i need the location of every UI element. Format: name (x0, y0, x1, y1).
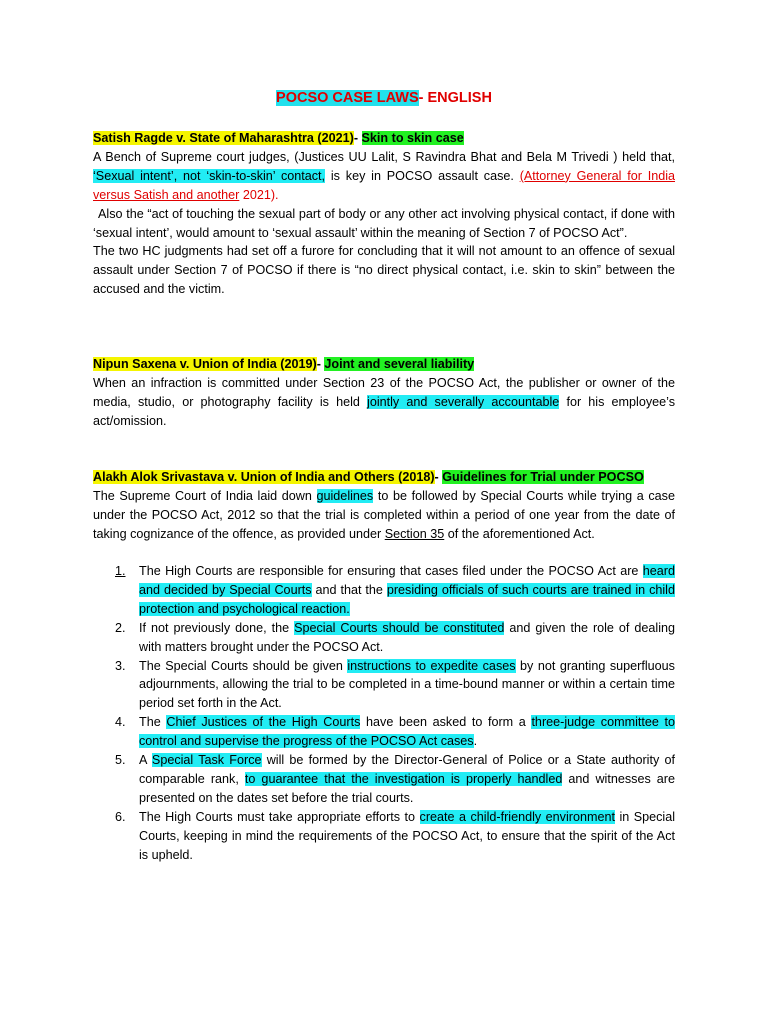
text-run: have been asked to form a (360, 715, 532, 730)
text-run: A Bench of Supreme court judges, (Justices UU Lalit, S Ravindra Bhat and Bela M Trivedi ) held that, (93, 149, 675, 164)
highlighted-text: instructions to expedite cases (347, 658, 516, 673)
highlighted-text: to guarantee that the investigation is properly handled (244, 771, 563, 786)
highlighted-text: three-judge committee to control and supervise the progress of the POCSO Act cases (139, 715, 676, 749)
case-paragraph: Also the “act of touching the sexual part of body or any other act involving physical contact, if done with ‘sexual intent’, would amount to ‘sexual assault’ within the meaning of Section 7 of POCSO Act”. (93, 206, 675, 240)
text-run: in Special Courts, keeping in mind the requirements of the POCSO Act, to ensure that the spirit of the Act is upheld. (139, 809, 676, 862)
list-number: 3. (115, 658, 126, 673)
text-run: The High Courts must take appropriate efforts to (139, 809, 420, 824)
text-run: by not granting superfluous adjournments, allowing the trial to be completed in a time-bound manner or within a certain time period set forth in the Act. (139, 658, 675, 711)
highlighted-text: presiding officials of such courts are trained in child protection and psychological reaction. (139, 582, 675, 616)
list-item (93, 751, 675, 808)
case-name: Nipun Saxena v. Union of India (2019) (93, 357, 317, 371)
text-run: will be formed by the Director-General of Police or a State authority of comparable rank, (139, 753, 675, 786)
text-run: The High Courts are responsible for ensuring that cases filed under the POCSO Act are (139, 564, 643, 578)
case-paragraph (93, 148, 675, 205)
page-title (0, 89, 768, 107)
text-run: and witnesses are presented on the dates set before the trial courts. (139, 771, 675, 805)
case-name: Satish Ragde v. State of Maharashtra (2021) (93, 131, 354, 145)
text-run: and given the role of dealing with matters brought under the POCSO Act. (139, 620, 676, 654)
case-heading (93, 468, 675, 487)
list-item (93, 619, 675, 657)
text-run: to be followed by Special Courts while trying a case under the POCSO Act, 2012 so that the trial is completed within a period of one year from the date of taking cognizance of the offence, as provided under (93, 488, 675, 541)
list-item (93, 657, 675, 714)
list-number: 5. (115, 753, 126, 768)
text-run: and that the (311, 582, 387, 597)
text-run: If not previously done, the (139, 620, 295, 635)
highlighted-text: Special Task Force (151, 753, 262, 768)
text-run: for his employee’s act/omission. (93, 394, 675, 428)
case-dash: - (353, 131, 362, 145)
list-item (93, 713, 675, 751)
citation-text: 2021). (239, 187, 279, 202)
case-paragraph (93, 374, 675, 431)
highlighted-text: heard and decided by Special Courts (139, 564, 675, 597)
highlighted-text: jointly and severally accountable (367, 394, 560, 409)
case-dash: - (316, 357, 325, 371)
case-section-nipun-saxena (93, 355, 675, 431)
case-dash: - (434, 470, 443, 484)
list-item (93, 808, 675, 865)
text-run: When an infraction is committed under Section 23 of the POCSO Act, the publisher or owner of the media, studio, or photography facility is held (93, 375, 675, 409)
case-paragraph: The two HC judgments had set off a furore for concluding that it will not amount to an offence of sexual assault under Section 7 of POCSO if there is “no direct physical contact, i.e. skin to skin” between the accused and the victim. (93, 244, 675, 297)
list-number: 1. (115, 564, 126, 578)
case-paragraph (93, 487, 675, 544)
highlighted-text: ‘Sexual intent’, not ‘skin-to-skin’ contact, (93, 168, 326, 183)
case-tag: Skin to skin case (361, 131, 464, 145)
title-highlight: POCSO CASE LAWS (276, 90, 419, 106)
highlighted-text: guidelines (316, 488, 374, 503)
text-run: of the aforementioned Act. (444, 526, 595, 541)
text-run: The Special Courts should be given (139, 658, 348, 673)
list-number: 6. (115, 809, 126, 824)
case-heading (93, 129, 675, 148)
highlighted-text: create a child-friendly environment (419, 809, 615, 824)
list-number: 2. (115, 620, 126, 635)
text-run: . (473, 734, 478, 749)
list-item (93, 562, 675, 619)
case-name: Alakh Alok Srivastava v. Union of India and Others (2018) (93, 470, 435, 484)
section-reference: Section 35 (384, 526, 445, 541)
case-tag: Joint and several liability (324, 357, 475, 371)
case-heading (93, 355, 675, 374)
title-suffix: - ENGLISH (418, 90, 492, 106)
case-section-alakh-alok (93, 468, 675, 544)
highlighted-text: Chief Justices of the High Courts (166, 715, 361, 730)
list-number: 4. (115, 715, 126, 730)
highlighted-text: Special Courts should be constituted (294, 620, 505, 635)
text-run: The (139, 715, 167, 730)
text-run: The Supreme Court of India laid down (93, 488, 317, 503)
case-tag: Guidelines for Trial under POCSO (442, 470, 644, 484)
citation-link-text: (Attorney General for India versus Satish and another (93, 168, 676, 202)
text-run: A (139, 753, 152, 768)
text-run: is key in POCSO assault case. (325, 168, 520, 183)
guidelines-list (93, 562, 675, 865)
case-section-satish-ragde (93, 129, 675, 299)
